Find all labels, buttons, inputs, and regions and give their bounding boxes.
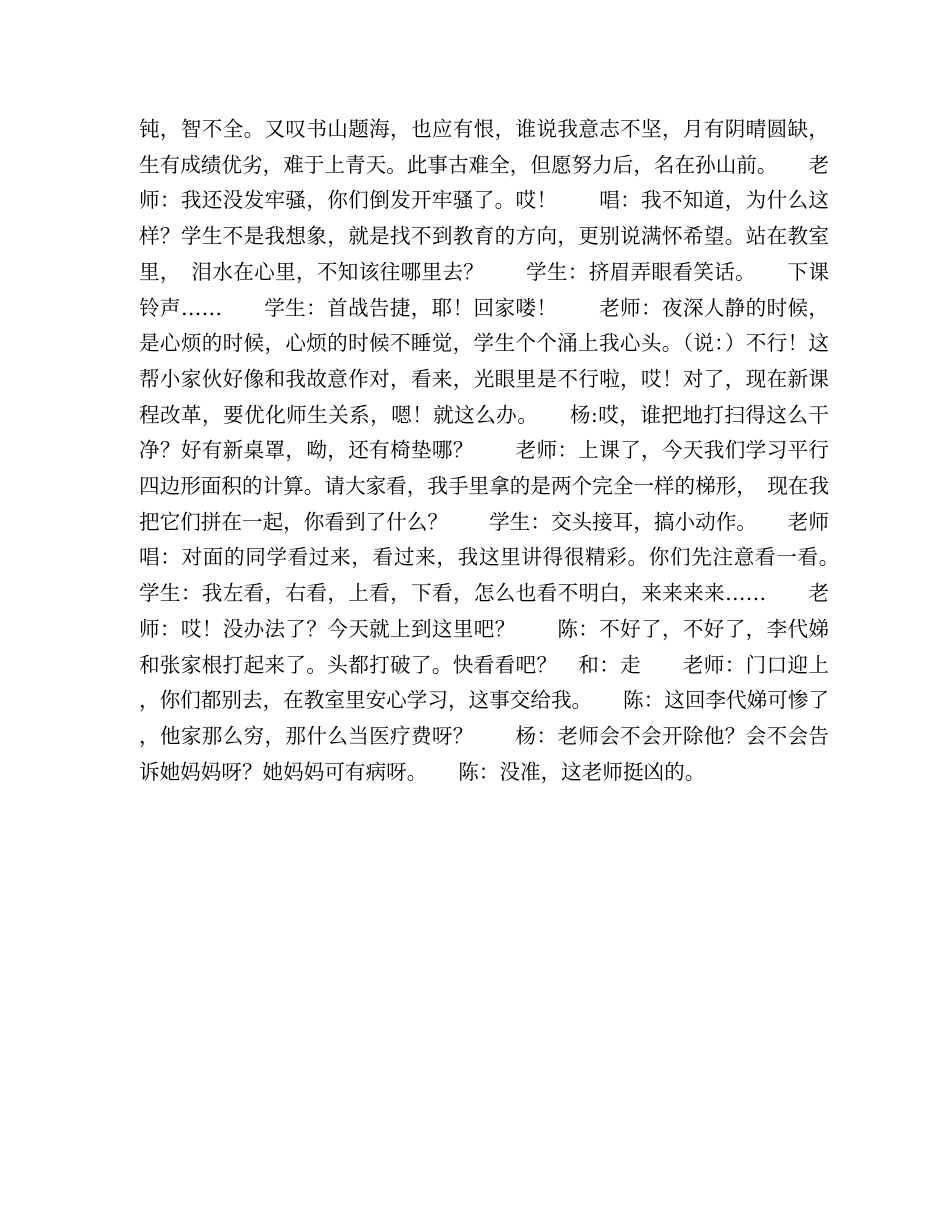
body-paragraph: 钝，智不全。又叹书山题海，也应有恨，谁说我意志不坚，月有阴晴圆缺，生有成绩优劣，难于上青天。此事古难全，但愿努力后，名在孙山前。 老师：我还没发牢骚，你们倒发开牢骚了。哎！ 唱：我不知道，为什么这样？学生不是我想象，就是找不到教育的方向，更别说满怀希望。站在教室里， 泪水在心里，不知该往哪里去？ 学生：挤眉弄眼看笑话。 下课铃声…… 学生：首战告捷，耶！回家喽！ 老师：夜深人静的时候，是心烦的时候，心烦的时候不睡觉，学生个个涌上我心头。（说：）不行！这帮小家伙好像和我故意作对，看来，光眼里是不行啦，哎！对了，现在新课程改革，要优化师生关系，嗯！就这么办。 杨:哎，谁把地打扫得这么干净？好有新桌罩，呦，还有椅垫哪？ 老师：上课了，今天我们学习平行四边形面积的计算。请大家看，我手里拿的是两个完全一样的梯形， 现在我把它们拼在一起，你看到了什么？ 学生：交头接耳，搞小动作。 老师唱：对面的同学看过来，看过来，我这里讲得很精彩。你们先注意看一看。 学生：我左看，右看，上看，下看，怎么也看不明白，来来来来…… 老师：哎！没办法了？今天就上到这里吧？ 陈：不好了，不好了，李代娣和张家根打起来了。头都打破了。快看看吧？ 和：走 老师：门口迎上，你们都别去，在教室里安心学习，这事交给我。 陈：这回李代娣可惨了，他家那么穷，那什么当医疗费呀？ 杨：老师会不会开除他？会不会告诉她妈妈呀？她妈妈可有病呀。 陈：没准，这老师挺凶的。	[139, 117, 871, 784]
